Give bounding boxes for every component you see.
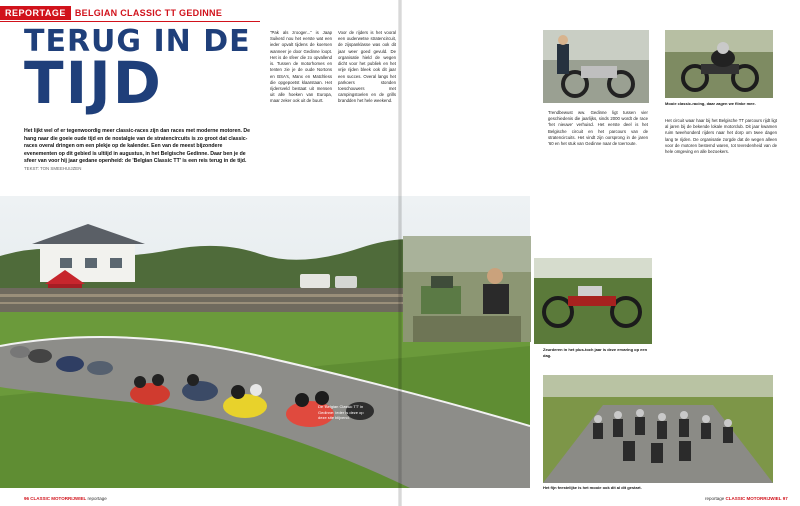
- left-brand: CLASSIC MOTORRIJWIEL: [30, 496, 87, 501]
- article-intro: [24, 128, 256, 173]
- title-line-2: TIJD: [24, 49, 163, 117]
- photo-mechanic-workshop: [403, 236, 531, 342]
- right-section: reportage: [705, 496, 725, 501]
- page-gutter: [398, 0, 402, 506]
- section-tag: REPORTAGE: [0, 6, 71, 20]
- right-text-block-b: Het circuit waar haar bij het Belgische TT parcours rijdt ligt al jaren bij de bekende lokale motorclub. Dit jaar kwamen ruim tweehonderd rijders naar het dorp om twee dagen lang te rijden. De organisatie zorgde dat de wegen alleen voor de motoren bestemd waren, tot tevredenheid van de hele omgeving en alle bezoekers.: [665, 118, 777, 155]
- header-rule: [0, 21, 260, 22]
- photo-caption-paddock: Zeurderen in het plus-toch jaar is deze ervaring op een dag.: [543, 347, 648, 358]
- right-brand: CLASSIC MOTORRIJWIEL: [725, 496, 782, 501]
- left-page-number: 96: [24, 496, 30, 501]
- photo-caption-start: Het fijn feestelijke is het mooie ook dit al dit gestart.: [543, 485, 642, 490]
- photo-motorcycle-paddock: [534, 258, 652, 344]
- photo-race-start-grid: [543, 375, 773, 483]
- left-text-column-2: Voor de rijders is het vooral een ouderwetse stratencircuit, de zijspanklasse was ook dit jaar weer goed gevuld. De organisatie hield de wegen dicht voor het publiek en het vrije rijden bleek ook dit jaar een succes. Overal langs het parkoers stonden toeschouwers met campingstoelen en de grills brandden het hele weekend.: [338, 30, 396, 104]
- intro-text: Het lijkt wel of er tegenwoordig meer classic-races zijn dan races met moderne motoren. De hang naar die goeie oude tijd en de nostalgie van de stratencircuits is zo groot dat classic-races overal dringen om een plekje op de kalender. Een van de meest bijzondere evenementen op dit gebied is ultiijd in augustus, in het Belgische Gedinne. Daar ben je de sfeer van voor hij jaar gedane openheid: de 'Belgian Classic TT' is een reis terug in de tijd.: [24, 128, 251, 165]
- section-header: [0, 6, 222, 20]
- title-line-1: TERUG IN DE: [24, 24, 251, 59]
- right-text-block-a: Trendbewust ww. Gedinne ligt tussen vier geschiedenis die jaarlijks, sinds 2000 wordt de race 'het nieuwe' verhuisd. Het eerste deel is het Belgische circuit en het parcours van de stratencircuits. Het vindt zijn oorsprong in de jaren '60 en het stuk van Gedinne naar de toerroute.: [548, 110, 648, 147]
- intro-credit: TEKST: TON SMEEHUIJZEN: [24, 165, 82, 171]
- photo-classic-racer: [665, 30, 773, 98]
- footer-left: [24, 496, 107, 501]
- main-photo-caption: De 'Belgian Classic TT' in Gedinne: ieder is deze op deze site blijvend.: [318, 404, 364, 421]
- right-page-number: 97: [782, 496, 788, 501]
- article-title: [24, 24, 264, 117]
- footer-right: [705, 496, 788, 501]
- section-subtitle: BELGIAN CLASSIC TT GEDINNE: [74, 8, 223, 18]
- left-section: reportage: [87, 496, 107, 501]
- photo-rider-with-motorcycle: [543, 30, 649, 103]
- photo-caption-racer: Mooie classic-racing, daar zagen we flinke mee.: [665, 101, 756, 106]
- left-text-column-1: "Pak als zrooger..." is Jaap Suikerd nou het eerste wat een ieder opvalt tijdens de koersen wanneer je door Gedinne loopt. Het is de sfeer die zo opvallend is. Tussen de motorhomes en tenten zie je de oude Nortons en BSA's, Manx en Matchless die opgepoetst klaarstaan. Het rijdersveld bestaat uit mensen uit alle hoeken van Europa, maar zeker ook uit de buurt.: [270, 30, 332, 104]
